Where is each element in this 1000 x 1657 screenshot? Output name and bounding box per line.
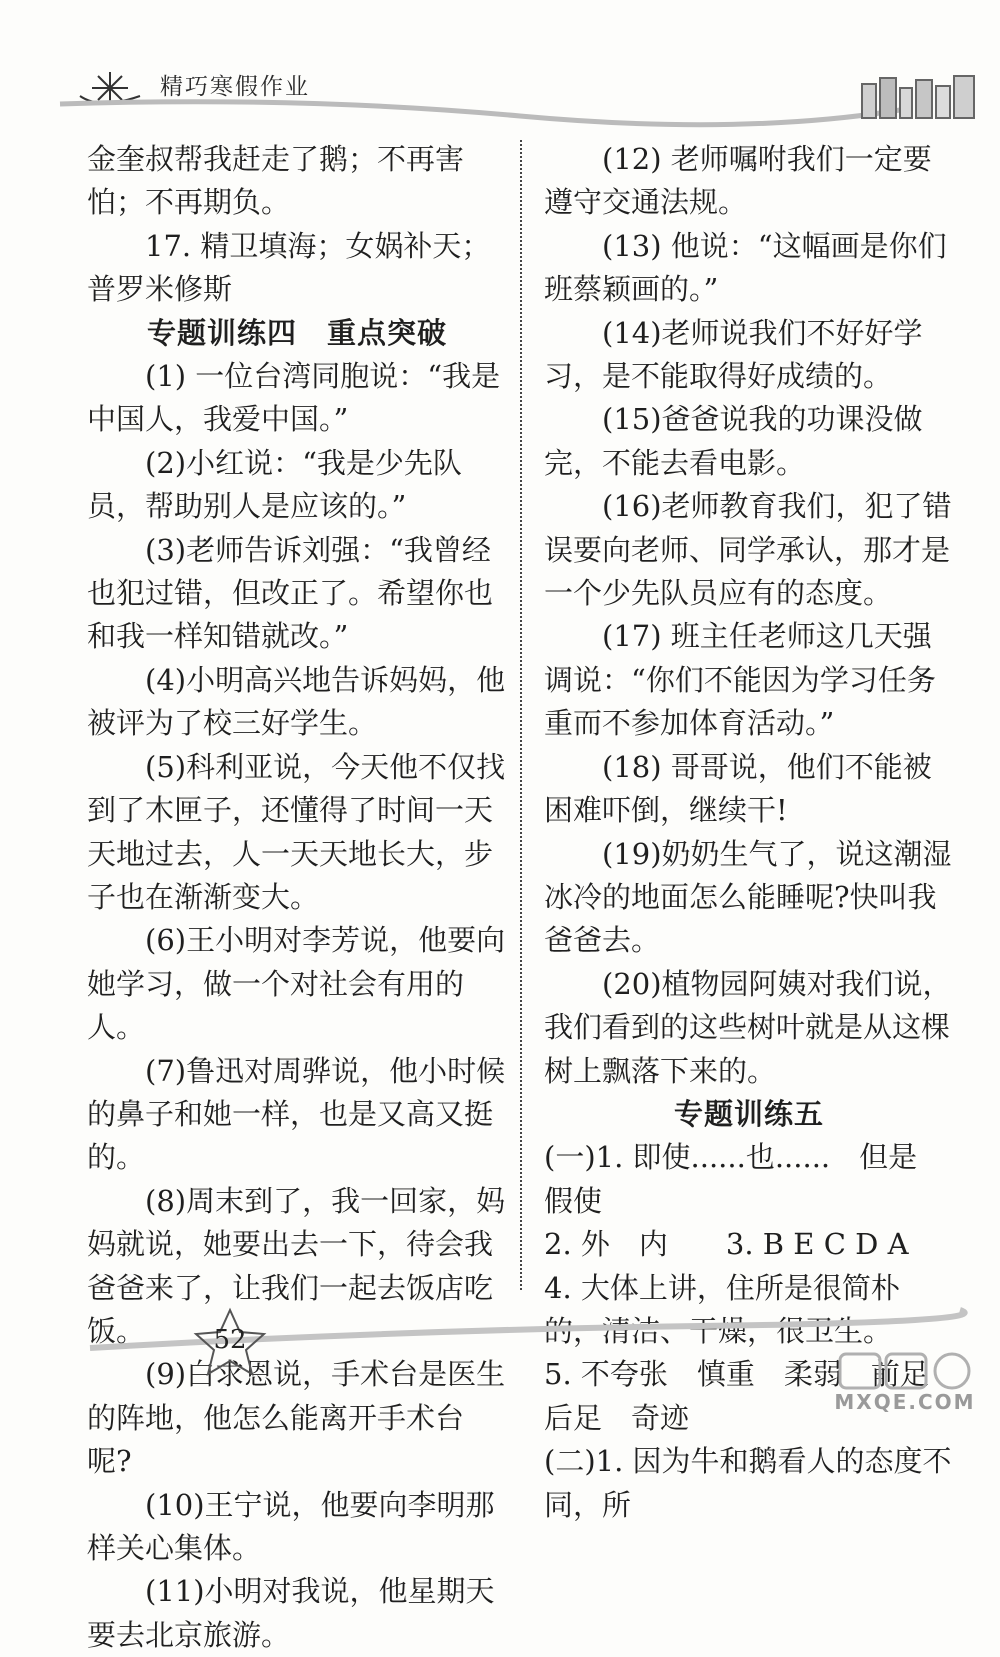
answer-item: (14)老师说我们不好好学习，是不能取得好成绩的。 <box>544 315 923 394</box>
answer-item: (8)周末到了，我一回家，妈妈就说，她要出去一下，待会我爸爸来了，让我们一起去饭店吃饭。 <box>87 1183 506 1348</box>
page-number: 52 <box>213 1325 247 1355</box>
answer-item: (15)爸爸说我的功课没做完，不能去看电影。 <box>544 402 923 480</box>
answer-line: (一)1. 即使......也...... 但是 假使 <box>544 1140 976 1218</box>
answer-line: (二)1. 因为牛和鹅看人的态度不同，所 <box>544 1444 952 1522</box>
column-divider <box>520 140 522 1290</box>
answer-item: (17) 班主任老师这几天强调说：“你们不能因为学习任务重而不参加体育活动。” <box>544 619 936 741</box>
answer-item: (5)科利亚说，今天他不仅找到了木匣子，还懂得了时间一天天地过去，人一天天地长大，步子也在渐渐变大。 <box>87 749 506 914</box>
watermark-logo-icon <box>820 1350 990 1394</box>
text-line: 17. 精卫填海；女娲补天；普罗米修斯 <box>87 228 491 307</box>
answer-item: (19)奶奶生气了，说这潮湿冰冷的地面怎么能睡呢?快叫我爸爸去。 <box>544 836 952 958</box>
left-column <box>87 138 507 1657</box>
header-decoration <box>0 0 1000 140</box>
header-swoosh <box>60 102 900 125</box>
text-line: 金奎叔帮我赶走了鹅；不再害怕；不再期负。 <box>87 142 465 220</box>
answer-item: (3)老师告诉刘强：“我曾经也犯过错，但改正了。希望你也和我一样知错就改。” <box>87 532 494 654</box>
answer-line: 4. 大体上讲，住所是很简朴的，清洁、干燥，很卫生。 <box>544 1270 900 1348</box>
answer-item: (1) 一位台湾同胞说：“我是中国人，我爱中国。” <box>87 359 501 437</box>
answer-item: (9)白求恩说，手术台是医生的阵地，他怎么能离开手术台呢? <box>87 1357 506 1479</box>
page-header <box>0 0 1000 140</box>
answer-item: (20)植物园阿姨对我们说，我们看到的这些树叶就是从这棵树上飘落下来的。 <box>544 966 952 1088</box>
header-title: 精巧寒假作业 <box>160 74 310 100</box>
answer-item: (11)小明对我说，他星期天要去北京旅游。 <box>87 1574 495 1652</box>
answer-item: (12) 老师嘱咐我们一定要遵守交通法规。 <box>544 142 932 220</box>
answer-line: 2. 外 内 3. B E C D A <box>544 1227 909 1262</box>
answer-line: 5. 不夸张 慎重 柔弱 前足 后足 奇迹 <box>544 1357 958 1435</box>
watermark-text: MXQE.COM <box>834 1390 976 1414</box>
answer-item: (10)王宁说，他要向李明那样关心集体。 <box>87 1487 495 1565</box>
answer-item: (13) 他说：“这幅画是你们班蔡颖画的。” <box>544 228 947 307</box>
answer-item: (6)王小明对李芳说，他要向她学习，做一个对社会有用的人。 <box>87 923 506 1045</box>
section-title: 专题训练五 <box>673 1096 824 1131</box>
answer-item: (2)小红说：“我是少先队员，帮助别人是应该的。” <box>87 445 462 524</box>
section-title: 专题训练四 重点突破 <box>146 315 447 350</box>
answer-item: (4)小明高兴地告诉妈妈，他被评为了校三好学生。 <box>87 662 506 741</box>
watermark <box>820 1350 990 1420</box>
answer-item: (7)鲁迅对周骅说，他小时候的鼻子和她一样，也是又高又挺的。 <box>87 1053 506 1175</box>
answer-item: (16)老师教育我们，犯了错误要向老师、同学承认，那才是一个少先队员应有的态度。 <box>544 489 952 611</box>
answer-item: (18) 哥哥说，他们不能被困难吓倒，继续干! <box>544 749 932 828</box>
star-ornament-icon <box>80 72 140 104</box>
